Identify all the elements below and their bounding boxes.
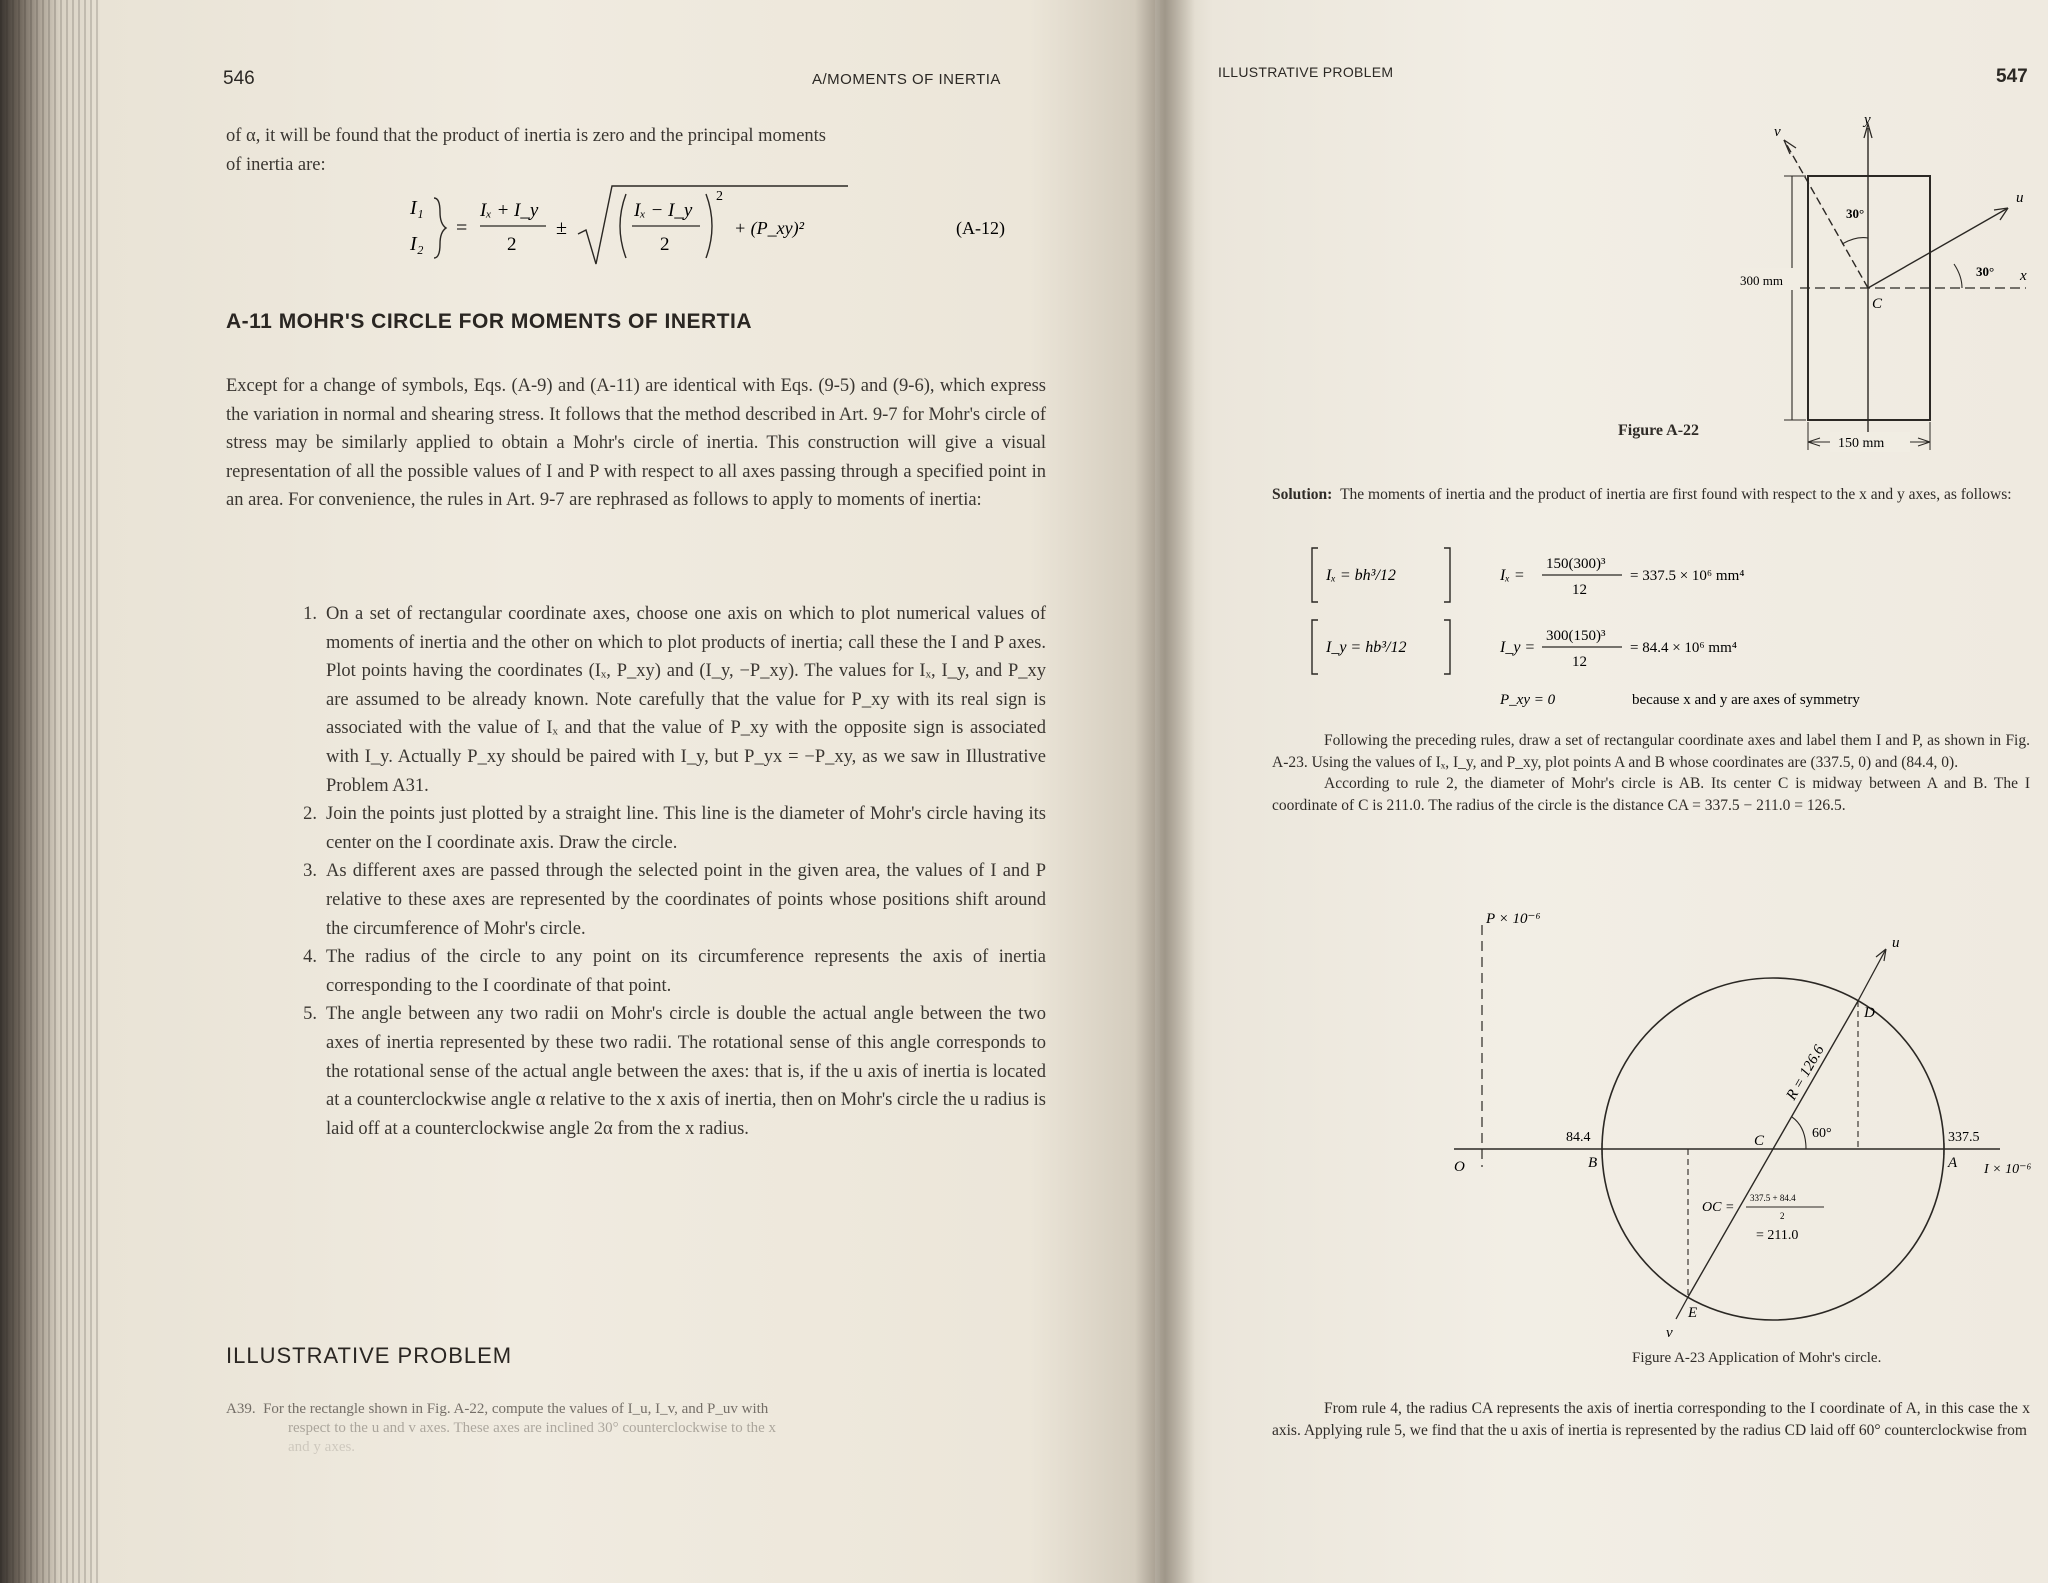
fig22-label-x: x [2020, 268, 2027, 284]
problem-line-2: respect to the u and v axes. These axes are inclined 30° counterclockwise to the x [288, 1420, 777, 1436]
rule-text: The angle between any two radii on Mohr's circle is double the actual angle between the two axes of inertia represented by these two radii. The rotational sense of this angle corresponds to the rotational sense of the actual angle between the axes: that is, if the u axis of inertia is located at a counterclockwise angle α relative to the x axis of inertia, then on Mohr's circle the u radius is laid off at a counterclockwise angle 2α from the x radius. [326, 1004, 1046, 1139]
figure-a22 [1740, 110, 2040, 470]
intro-line-2: of inertia are: [226, 154, 326, 175]
rule-text: The radius of the circle to any point on its circumference represents the axis of inertia corresponding to the I coordinate of that point. [326, 947, 1046, 996]
right-page-number: 547 [1996, 66, 2028, 87]
eq1-lhs: Iₓ = [1500, 567, 1525, 584]
rule-number: 3. [303, 861, 317, 882]
fig23-label-c: C [1754, 1133, 1765, 1149]
fig23-val-b: 84.4 [1566, 1130, 1591, 1145]
eq-sqrt-num: Iₓ − I_y [634, 200, 693, 221]
rule-item [281, 600, 1046, 800]
solution-label: Solution: [1272, 486, 1333, 503]
fig23-val-a: 337.5 [1948, 1130, 1980, 1145]
section-heading: A-11 MOHR'S CIRCLE FOR MOMENTS OF INERTIA [226, 310, 753, 333]
problem-label: A39. [226, 1401, 256, 1417]
eq-frac-num: Iₓ + I_y [480, 200, 539, 221]
book-gutter [1135, 0, 1195, 1583]
fig23-oc-frac-num: 337.5 + 84.4 [1750, 1193, 1796, 1203]
fig23-oc-frac-den: 2 [1780, 1211, 1785, 1221]
eq1-bracket: Iₓ = bh³/12 [1326, 567, 1396, 584]
para-2: According to rule 2, the diameter of Mohr's circle is AB. Its center C is midway between A and B. The I coordinate of C is 211.0. The radius of the circle is the distance CA = 337.5 − 211.0 = 126.5. [1272, 775, 2030, 814]
problem-line-3: and y axes. [288, 1439, 356, 1455]
fig22-label-c: C [1872, 296, 1883, 312]
figure-a23 [1440, 905, 2040, 1345]
eq-number: (A-12) [956, 218, 1005, 238]
intro-line-1: of α, it will be found that the product of inertia is zero and the principal moments [226, 126, 826, 146]
eq-lhs-top: I₁ [410, 197, 424, 219]
solution-text: The moments of inertia and the product of inertia are first found with respect to the x and y axes, as follows: [1340, 486, 2012, 503]
fig23-i-axis-label: I × 10⁻⁶ [1984, 1162, 2032, 1177]
para-1: Following the preceding rules, draw a set of rectangular coordinate axes and label them I and P, as shown in Fig. A-23. Using the values of Iₓ, I_y, and P_xy, plot points A and B whose coordinates are (337.5, 0) and (84.4, 0). [1272, 732, 2030, 771]
eq-sqrt-den: 2 [660, 234, 670, 255]
left-running-head: A/MOMENTS OF INERTIA [812, 71, 1001, 88]
eq1-num: 150(300)³ [1546, 556, 1606, 572]
eq-pm: ± [556, 217, 567, 239]
fig23-label-e: E [1688, 1305, 1698, 1321]
fig22-label-v: v [1774, 124, 1781, 140]
fig23-label-b: B [1588, 1155, 1598, 1171]
eq3-lhs: P_xy = 0 [1500, 692, 1556, 708]
eq2-lhs: I_y = [1500, 639, 1536, 656]
eq1-den: 12 [1572, 582, 1587, 598]
fig22-label-y: y [1864, 112, 1871, 128]
figure-a23-caption: Figure A-23 Application of Mohr's circle. [1632, 1350, 1882, 1366]
rules-list [281, 600, 1046, 1143]
eq-equals: = [456, 217, 468, 239]
fig23-label-d: D [1864, 1005, 1875, 1021]
fig23-label-v: v [1666, 1325, 1673, 1341]
eq2-rhs: = 84.4 × 10⁶ mm⁴ [1630, 640, 1737, 656]
problem-a39 [226, 1400, 1046, 1457]
problem-line-1: For the rectangle shown in Fig. A-22, compute the values of I_u, I_v, and P_uv with [263, 1401, 769, 1417]
eq-plus-term: + (P_xy)² [734, 218, 805, 238]
fig22-dim-width: 150 mm [1838, 436, 1885, 451]
right-running-head: ILLUSTRATIVE PROBLEM [1218, 64, 1394, 80]
fig23-oc-value: = 211.0 [1756, 1228, 1799, 1243]
eq2-bracket: I_y = hb³/12 [1326, 639, 1407, 656]
section-paragraph [226, 372, 1046, 515]
para-rules-application [1272, 730, 2030, 816]
fig23-radius-label: R = 126.6 [1783, 1042, 1828, 1103]
rule-text: Join the points just plotted by a straight line. This line is the diameter of Mohr's circle having its center on the I coordinate axis. Draw the circle. [326, 804, 1046, 853]
fig23-label-o: O [1454, 1159, 1465, 1175]
fig22-angle-right: 30° [1976, 264, 1995, 279]
fig23-p-axis-label: P × 10⁻⁶ [1486, 911, 1541, 927]
eq-square: 2 [716, 189, 723, 204]
u-direction [1858, 949, 1886, 1001]
rule-text: On a set of rectangular coordinate axes, choose one axis on which to plot numerical values of moments of inertia and the other on which to plot products of inertia; call these the I and P axes. Plot points having the coordinates (Iₓ, P_xy) and (I_y, −P_xy). The values for Iₓ, I_y, and P_xy are assumed to be already known. Note carefully that the value for P_xy with its real sign is associated with the value of Iₓ and that the value of P_xy with the opposite sign is associated with I_y. Actually P_xy should be paired with I_y, but P_yx = −P_xy, as we saw in Illustrative Problem A31. [326, 604, 1046, 796]
solution-equations [1310, 540, 2030, 720]
v-direction [1676, 1297, 1688, 1319]
rule-number: 5. [303, 1004, 317, 1025]
figure-a22-caption: Figure A-22 [1618, 422, 1700, 439]
rule-item [281, 857, 1046, 943]
fig23-oc-label: OC = [1702, 1200, 1735, 1215]
solution-paragraph [1272, 484, 2030, 506]
eq3-rhs: because x and y are axes of symmetry [1632, 692, 1860, 708]
rule-item [281, 943, 1046, 1000]
section-paragraph-text: Except for a change of symbols, Eqs. (A-9) and (A-11) are identical with Eqs. (9-5) and (9-6), which express the variation in normal and shearing stress. It follows that the method described in Art. 9-7 for Mohr's circle of stress may be similarly applied to obtain a Mohr's circle of inertia. This construction will give a visual representation of all the possible values of I and P with respect to all axes passing through a specified point in an area. For convenience, the rules in Art. 9-7 are rephrased as follows to apply to moments of inertia: [226, 376, 1046, 511]
fig23-label-a: A [1948, 1155, 1958, 1171]
fig23-label-u: u [1892, 935, 1900, 951]
eq-lhs-bottom: I₂ [410, 233, 424, 255]
intro-text [226, 122, 1046, 179]
rule-number: 1. [303, 604, 317, 624]
para-rule4 [1272, 1398, 2030, 1441]
rule-number: 2. [303, 804, 317, 825]
fig22-label-u: u [2016, 190, 2024, 206]
equation-a12 [400, 178, 1060, 278]
rule-text: As different axes are passed through the selected point in the given area, the values of I and P relative to these axes are represented by the coordinates of points whose positions shift around the circumference of Mohr's circle. [326, 861, 1046, 939]
illustrative-heading-left: ILLUSTRATIVE PROBLEM [226, 1343, 513, 1368]
fig22-angle-top: 30° [1846, 206, 1865, 221]
rule-item [281, 1000, 1046, 1143]
eq1-rhs: = 337.5 × 10⁶ mm⁴ [1630, 568, 1745, 584]
rule-number: 4. [303, 947, 317, 968]
eq-frac-den: 2 [507, 234, 517, 255]
eq2-den: 12 [1572, 654, 1587, 670]
fig23-angle-label: 60° [1812, 1126, 1832, 1141]
rule-item [281, 800, 1046, 857]
para-3: From rule 4, the radius CA represents the axis of inertia corresponding to the I coordinate of A, in this case the x axis. Applying rule 5, we find that the u axis of inertia is represented by the radius CD laid off 60° counterclockwise from [1272, 1400, 2030, 1439]
page-edges [0, 0, 100, 1583]
left-page-number: 546 [223, 68, 255, 89]
eq2-num: 300(150)³ [1546, 628, 1606, 644]
fig22-dim-height: 300 mm [1740, 273, 1783, 288]
